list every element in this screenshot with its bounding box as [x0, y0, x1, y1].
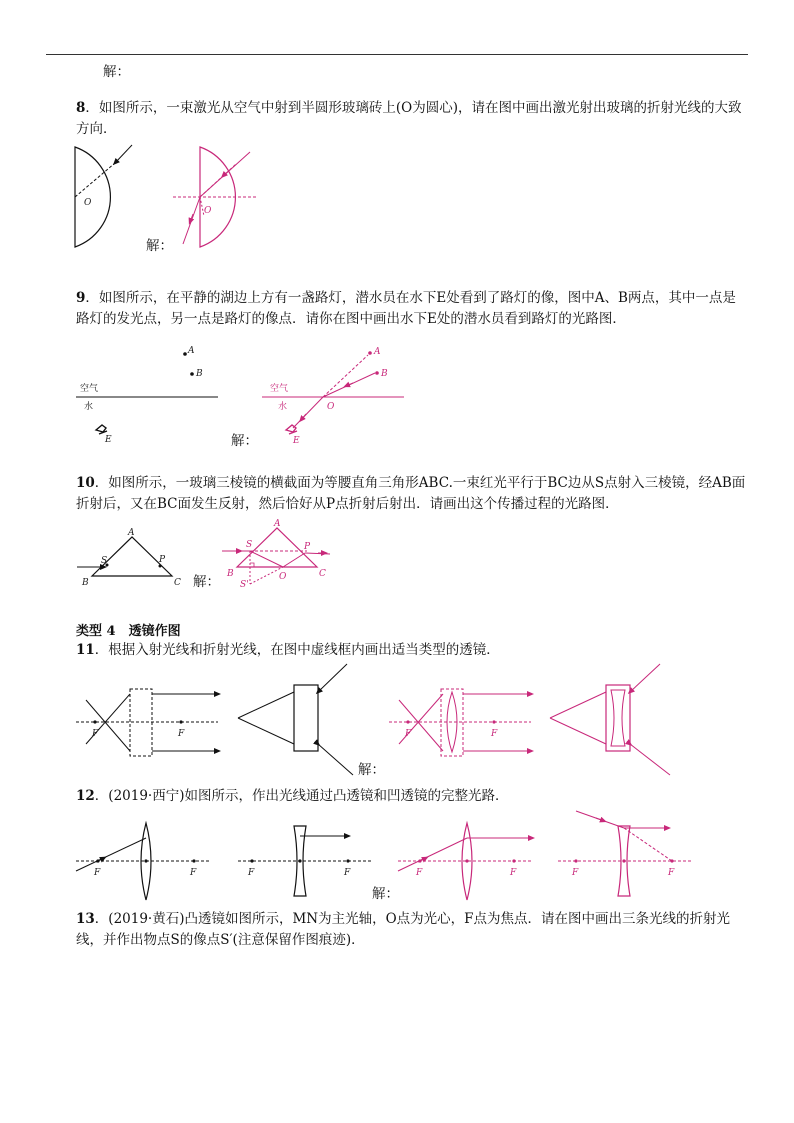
question-13-text: ．(2019·黄石)凸透镜如图所示，MN为主光轴，O点为光心，F点为焦点．请在图中画出三条光线的折射光线，并作出物点S的像点S′(注意保留作图痕迹)．	[76, 911, 731, 948]
q12-convex-label-f-right: F	[190, 868, 197, 878]
question-11-number: 11	[76, 642, 95, 658]
q10-label-s: S	[101, 556, 108, 566]
q10-answer-label-s-prime: S'	[240, 580, 249, 590]
q10-label-c: C	[174, 578, 181, 588]
concave-lens-answer-figure	[558, 811, 692, 896]
q9-answer-label-o: O	[327, 402, 335, 412]
question-10-text: ．如图所示，一玻璃三棱镜的横截面为等腰直角三角形ABC.一束红光平行于BC边从S点射入三棱镜，经AB面折射后，又在BC面发生反射，然后恰好从P点折射后射出．请画出这个传播过程的光路图．	[76, 475, 746, 512]
q9-answer-label-b: B	[381, 369, 388, 379]
q9-label-water: 水	[84, 402, 94, 412]
question-13	[76, 909, 748, 951]
q10-answer-label-o: O	[279, 572, 287, 582]
q9-answer-label-air: 空气	[270, 384, 289, 394]
question-10-number: 10	[76, 475, 95, 491]
q10-answer-label-c: C	[319, 569, 326, 579]
q10-answer-label-s: S	[246, 540, 253, 550]
q12-ans-concave-label-f-left: F	[572, 868, 579, 878]
convex-lens-figure	[76, 823, 210, 900]
q12-ans-convex-label-f-right: F	[510, 868, 517, 878]
question-8-text: ．如图所示，一束激光从空气中射到半圆形玻璃砖上(O为圆心)，请在图中画出激光射出玻璃的折射光线的大致方向．	[76, 100, 742, 137]
q9-label-e: E	[105, 435, 112, 445]
question-9-number: 9	[76, 290, 86, 306]
q11-fig1-label-f-left: F	[92, 729, 99, 739]
q10-label-a: A	[128, 528, 135, 538]
question-13-number: 13	[76, 911, 95, 927]
q10-answer-label-b: B	[227, 569, 234, 579]
q11-ans1-label-f-right: F	[491, 729, 498, 739]
q9-answer-label-a: A	[374, 347, 381, 357]
q9-label-a: A	[188, 346, 195, 356]
question-8-number: 8	[76, 100, 86, 116]
q10-label-p: P	[159, 555, 166, 565]
q12-answer-label: 解：	[372, 886, 399, 902]
q12-concave-label-f-left: F	[248, 868, 255, 878]
q11-fig1-label-f-right: F	[178, 729, 185, 739]
q9-label-b: B	[196, 369, 203, 379]
q12-ans-concave-label-f-right: F	[668, 868, 675, 878]
q12-convex-label-f-left: F	[94, 868, 101, 878]
q9-answer-label: 解：	[231, 433, 258, 449]
q10-answer-label-p: P	[304, 542, 311, 552]
q12-ans-convex-label-f-left: F	[416, 868, 423, 878]
top-answer-label: 解：	[103, 64, 130, 80]
q9-answer-label-water: 水	[278, 402, 288, 412]
q8-answer-label: 解：	[146, 238, 173, 254]
type-4-heading: 类型 4 透镜作图	[76, 624, 181, 639]
question-11-text: ．根据入射光线和折射光线，在图中虚线框内画出适当类型的透镜．	[94, 642, 500, 658]
q12-concave-label-f-right: F	[344, 868, 351, 878]
q8-label-o: O	[84, 198, 92, 208]
q11-ans1-label-f-left: F	[405, 729, 412, 739]
q8-answer-label-o: O	[204, 206, 212, 216]
q10-answer-label-a: A	[274, 519, 281, 529]
question-9-text: ．如图所示，在平静的湖边上方有一盏路灯，潜水员在水下E处看到了路灯的像，图中A、B两点，其中一点是路灯的发光点，另一点是路灯的像点．请你在图中画出水下E处的潜水员看到路灯的光路图．	[76, 290, 736, 327]
q9-label-air: 空气	[80, 384, 99, 394]
question-12-text: ．(2019·西宁)如图所示，作出光线通过凸透镜和凹透镜的完整光路．	[94, 788, 509, 804]
convex-lens-answer-figure	[398, 823, 532, 900]
question-12-number: 12	[76, 788, 95, 804]
q10-answer-label: 解：	[193, 574, 220, 590]
q10-label-b: B	[82, 578, 89, 588]
q9-answer-label-e: E	[293, 436, 300, 446]
concave-lens-figure	[238, 826, 372, 896]
q11-answer-label: 解：	[358, 762, 385, 778]
